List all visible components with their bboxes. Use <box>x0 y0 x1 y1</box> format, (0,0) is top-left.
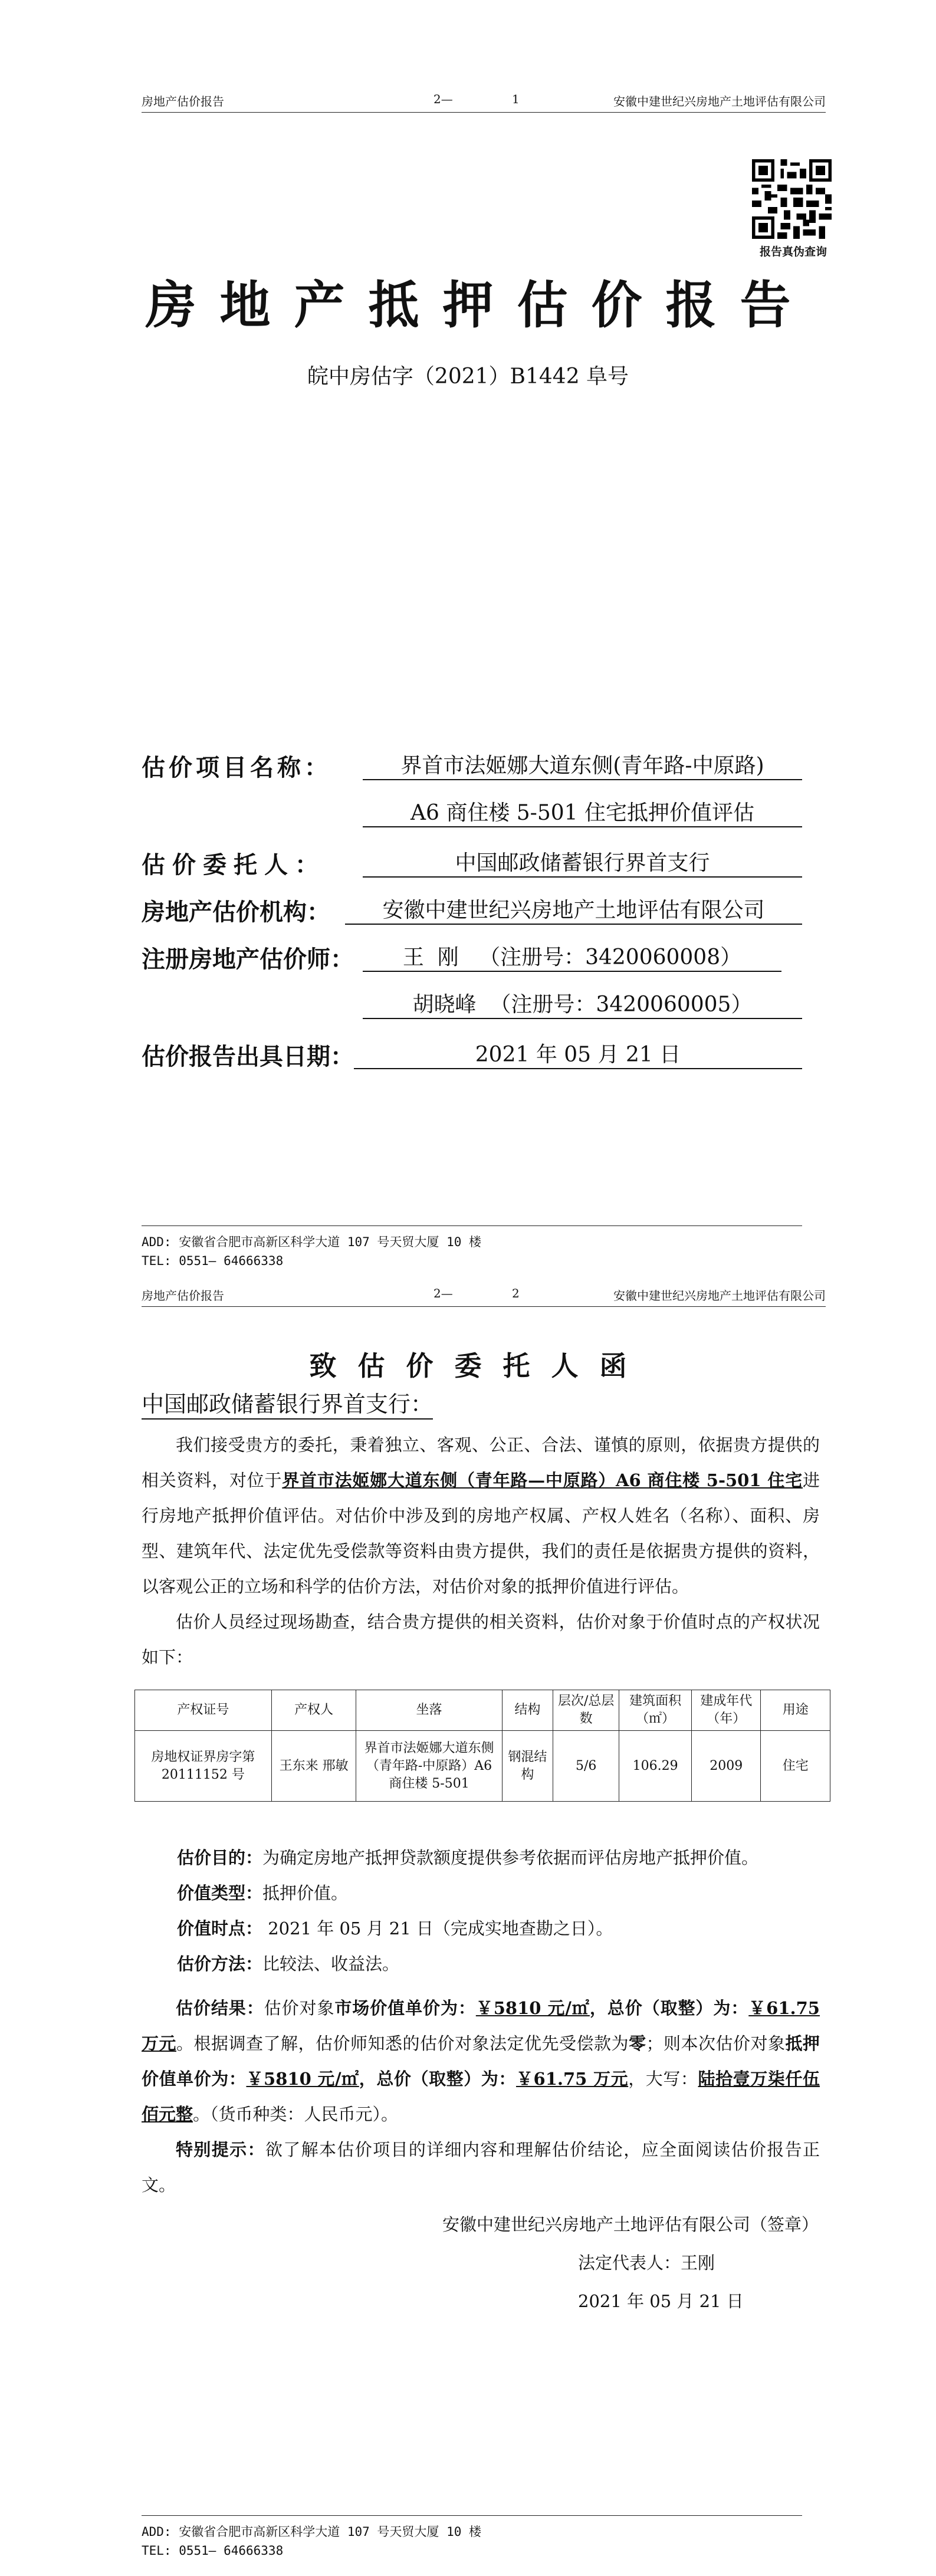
table-cell: 106.29 <box>619 1731 692 1802</box>
qr-code-icon[interactable] <box>752 159 832 239</box>
table-header-row <box>135 1690 830 1731</box>
header-page-b: 2 <box>512 1286 520 1300</box>
market-unit-price: ￥5810 元/㎡ <box>475 1998 590 2018</box>
table-cell: 5/6 <box>553 1731 619 1802</box>
report-title: 房地产抵押估价报告 <box>145 275 815 335</box>
field-date-label: 估价报告出具日期： <box>142 1043 354 1070</box>
page1-header <box>142 88 826 113</box>
table-header-cell: 产权证号 <box>135 1690 272 1731</box>
table-row <box>135 1731 830 1802</box>
header-page-a: 2— <box>433 92 453 106</box>
header-left: 房地产估价报告 <box>142 1289 224 1303</box>
value-time-item: 价值时点： 2021 年 05 月 21 日（完成实地查勘之日）。 <box>177 1918 613 1938</box>
table-header-cell: 结构 <box>502 1690 553 1731</box>
field-client-value: 中国邮政储蓄银行界首支行 <box>363 846 802 878</box>
mortgage-unit-price: ￥5810 元/㎡ <box>246 2069 359 2089</box>
intro-location: 界首市法姬娜大道东侧（青年路—中原路）A6 商住楼 5-501 住宅 <box>282 1470 803 1490</box>
letter-title: 致估价委托人函 <box>309 1350 648 1382</box>
table-header-cell: 坐落 <box>356 1690 502 1731</box>
intro-paragraph: 我们接受贵方的委托，秉着独立、客观、公正、合法、谨慎的原则，依据贵方提供的相关资料，对位于界首市法姬娜大道东侧（青年路—中原路）A6 商住楼 5-501 住宅进行房地产抵押价值评估。对估价中涉及到的房地产权属、产权人姓名（名称）、面积、房型、建筑年代、法定优先受偿款等资料由贵方提供，我们的责任是依据贵方提供的资料，以客观公正的立场和科学的估价方法，对估价对象的抵押价值进行评估。 <box>142 1435 820 1596</box>
table-header-cell: 建筑面积（㎡） <box>619 1690 692 1731</box>
page2-footer <box>142 2522 481 2560</box>
header-right: 安徽中建世纪兴房地产土地评估有限公司 <box>613 94 826 109</box>
letter-intro <box>142 1427 820 1675</box>
method-item: 估价方法：比较法、收益法。 <box>177 1954 400 1974</box>
field-appraiser-label: 注册房地产估价师： <box>142 945 354 973</box>
letter-addressee: 中国邮政储蓄银行界首支行： <box>142 1386 433 1420</box>
mortgage-total-price: ￥61.75 万元 <box>515 2069 629 2089</box>
table-cell: 住宅 <box>761 1731 830 1802</box>
result-block <box>142 1990 820 2203</box>
table-cell: 王东来 邢敏 <box>271 1731 356 1802</box>
header-left: 房地产估价报告 <box>142 94 224 109</box>
footer-tel: TEL: 0551— 64666338 <box>142 1254 284 1268</box>
result-paragraph: 估价结果：估价对象市场价值单价为：￥5810 元/㎡，总价（取整）为：￥61.75 万元。根据调查了解，估价师知悉的估价对象法定优先受偿款为零；则本次估价对象抵押价值单价为：￥5810 元/㎡，总价（取整）为：￥61.75 万元，大写：陆拾壹万柒仟伍佰元整。（货币种类：人民币元）。 <box>142 1998 820 2124</box>
footer-tel: TEL: 0551— 64666338 <box>142 2544 284 2558</box>
purpose-item: 估价目的：为确定房地产抵押贷款额度提供参考依据而评估房地产抵押价值。 <box>177 1848 759 1868</box>
table-header-cell: 用途 <box>761 1690 830 1731</box>
table-cell: 2009 <box>691 1731 760 1802</box>
page2-header <box>142 1283 826 1307</box>
letter-details <box>177 1840 826 1982</box>
mortgage-total-uppercase: 陆拾壹万柒仟伍佰元整 <box>142 2069 820 2124</box>
table-cell: 房地权证界房字第 20111152 号 <box>135 1731 272 1802</box>
field-org-label: 房地产估价机构： <box>142 898 330 926</box>
header-page-b: 1 <box>512 92 520 106</box>
field-org-value: 安徽中建世纪兴房地产土地评估有限公司 <box>345 893 802 925</box>
footer-address: ADD: 安徽省合肥市高新区科学大道 107 号天贸大厦 10 楼 <box>142 1235 482 1249</box>
page1-footer-divider <box>142 1225 802 1226</box>
signature-date: 2021 年 05 月 21 日 <box>578 2291 744 2311</box>
field-appraiser-value-2: 胡晓峰 （注册号：3420060005） <box>363 988 802 1019</box>
company-signature: 安徽中建世纪兴房地产土地评估有限公司（签章） <box>442 2214 819 2235</box>
property-table <box>134 1690 830 1802</box>
legal-representative: 法定代表人：王刚 <box>578 2253 715 2273</box>
header-page-a: 2— <box>433 1286 453 1300</box>
value-type-item: 价值类型：抵押价值。 <box>177 1883 349 1903</box>
field-date-value: 2021 年 05 月 21 日 <box>354 1038 802 1069</box>
table-header-cell: 层次/总层数 <box>553 1690 619 1731</box>
table-cell: 钢混结构 <box>502 1731 553 1802</box>
field-project-value-2: A6 商住楼 5-501 住宅抵押价值评估 <box>363 796 802 827</box>
intro-paragraph-2: 估价人员经过现场勘查，结合贵方提供的相关资料，估价对象于价值时点的产权状况如下： <box>142 1612 820 1667</box>
header-right: 安徽中建世纪兴房地产土地评估有限公司 <box>613 1289 826 1303</box>
page2-footer-divider <box>142 2515 802 2516</box>
table-header-cell: 产权人 <box>271 1690 356 1731</box>
field-client-label: 估价委托人： <box>142 851 326 879</box>
table-cell: 界首市法姬娜大道东侧（青年路-中原路）A6 商住楼 5-501 <box>356 1731 502 1802</box>
field-project-value-1: 界首市法姬娜大道东侧(青年路-中原路) <box>363 749 802 780</box>
table-header-cell: 建成年代（年） <box>691 1690 760 1731</box>
market-total-price: ￥61.75 万元 <box>142 1998 820 2053</box>
special-note: 特别提示：欲了解本估价项目的详细内容和理解估价结论，应全面阅读估价报告正文。 <box>142 2140 820 2195</box>
qr-caption: 报告真伪查询 <box>759 245 827 258</box>
page1-footer <box>142 1233 481 1270</box>
footer-address: ADD: 安徽省合肥市高新区科学大道 107 号天贸大厦 10 楼 <box>142 2525 482 2539</box>
field-appraiser-value-1: 王 刚 （注册号：3420060008） <box>363 941 781 972</box>
report-number: 皖中房估字（2021）B1442 阜号 <box>307 364 629 389</box>
field-project-label: 估价项目名称： <box>142 754 331 781</box>
